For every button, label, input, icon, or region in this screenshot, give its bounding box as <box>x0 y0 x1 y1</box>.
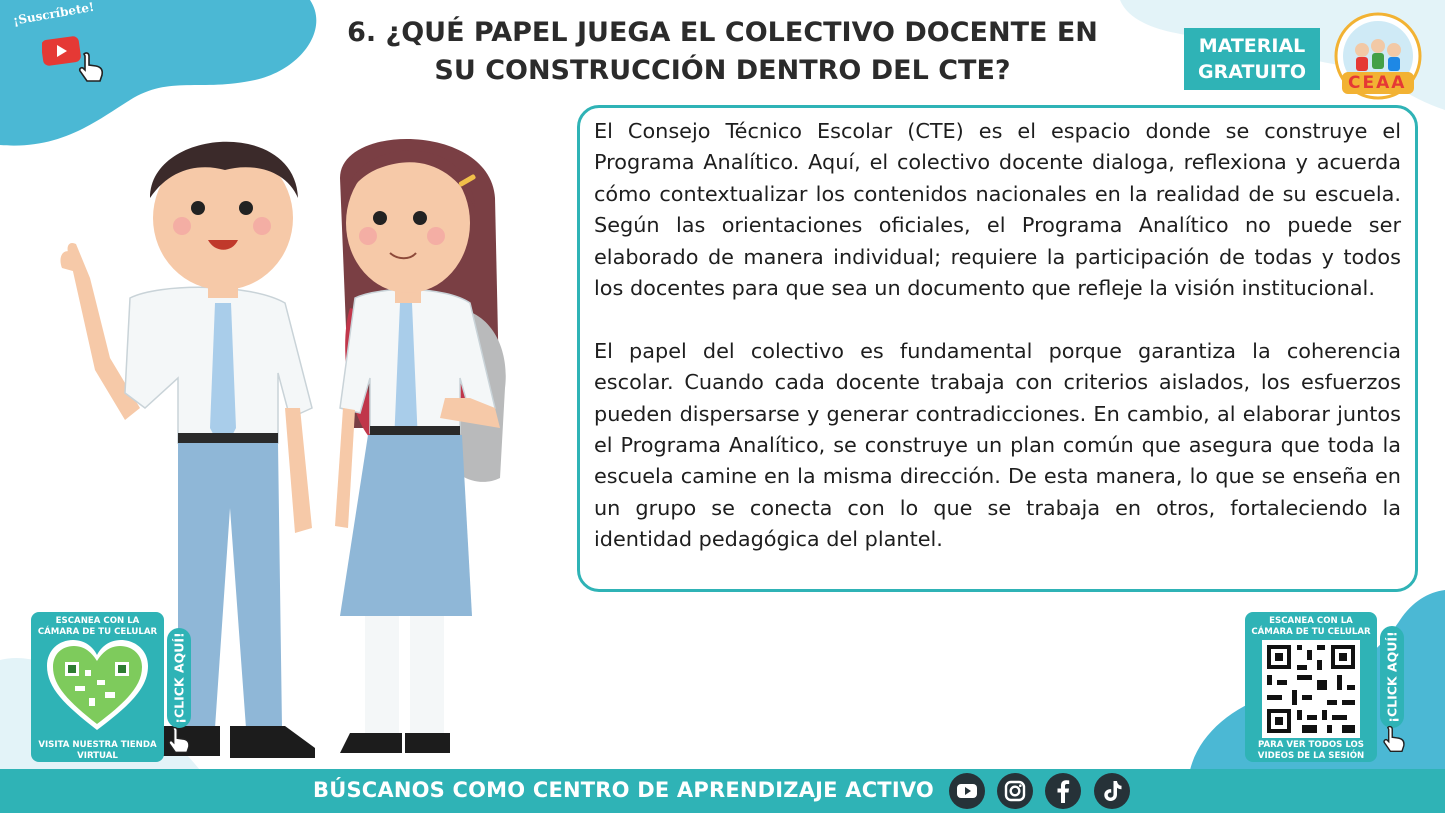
free-material-badge <box>1184 28 1320 90</box>
qr-code <box>1262 640 1360 738</box>
youtube-icon[interactable] <box>949 773 985 809</box>
qr-card-store[interactable] <box>31 612 164 762</box>
paragraph-2: El papel del colectivo es fundamental porque garantiza la coherencia escolar. Cuando cada docente trabaja con criterios aislados, los esfuerzos pueden dispersarse y generar contradicciones. En cambio, al elaborar juntos el Programa Analítico, se construye un plan común que asegura que toda la escuela camine en la misma dirección. De esta manera, lo que se enseña en un grupo se conecta con lo que se trabaja en otros, fortaleciendo la identidad pedagógica del plantel. <box>594 338 1401 552</box>
qr-left-top-line-2: CÁMARA DE TU CELULAR <box>37 627 158 637</box>
logo-text: CEAA <box>1348 73 1407 93</box>
qr-right-bottom-line-2: VIDEOS DE LA SESIÓN <box>1257 751 1365 761</box>
tiktok-icon[interactable] <box>1094 773 1130 809</box>
hand-cursor-icon <box>74 50 108 84</box>
ceaa-logo[interactable] <box>1332 12 1424 102</box>
page-title <box>340 14 1105 90</box>
click-here-right-label: ¡CLICK AQUÍ! <box>1384 631 1400 723</box>
qr-heart-code <box>45 640 150 732</box>
content-box <box>577 105 1418 592</box>
instagram-icon[interactable] <box>997 773 1033 809</box>
qr-card-videos[interactable] <box>1245 612 1377 762</box>
click-here-tab-right[interactable] <box>1380 626 1404 728</box>
footer-text: BÚSCANOS COMO CENTRO DE APRENDIZAJE ACTIVO <box>313 778 934 802</box>
footer-bar <box>0 769 1445 813</box>
subscribe-label: ¡Suscríbete! <box>12 0 96 28</box>
title-line-1: 6. ¿QUÉ PAPEL JUEGA EL COLECTIVO DOCENTE EN <box>347 17 1098 48</box>
qr-left-bottom-line-1: VISITA NUESTRA TIENDA <box>38 740 157 750</box>
qr-left-bottom-line-2: VIRTUAL <box>77 751 118 761</box>
qr-left-top-line-1: ESCANEA CON LA <box>55 616 140 626</box>
click-here-left-label: ¡CLICK AQUÍ! <box>171 632 187 724</box>
badge-line-2: GRATUITO <box>1197 61 1307 83</box>
click-here-tab-left[interactable] <box>167 628 191 728</box>
paragraph-1: El Consejo Técnico Escolar (CTE) es el espacio donde se construye el Programa Analítico. Aquí, el colectivo docente dialoga, reflexiona y acuerda cómo contextualizar los contenidos nacionales en la realidad de su escuela. Según las orientaciones oficiales, el Programa Analítico no puede ser elaborado de manera individual; requiere la participación de todas y todos los docentes para que sea un documento que refleje la visión institucional. <box>594 119 1401 301</box>
badge-line-1: MATERIAL <box>1198 35 1306 57</box>
hand-cursor-icon-right <box>1377 724 1411 754</box>
subscribe-sticker[interactable] <box>10 0 110 78</box>
hand-cursor-icon-left <box>162 725 196 755</box>
girl-figure <box>335 139 506 753</box>
facebook-icon[interactable] <box>1045 773 1081 809</box>
qr-right-bottom-line-1: PARA VER TODOS LOS <box>1257 740 1364 750</box>
qr-right-top-line-2: CÁMARA DE TU CELULAR <box>1251 627 1371 637</box>
qr-right-top-line-1: ESCANEA CON LA <box>1269 616 1353 626</box>
title-line-2: SU CONSTRUCCIÓN DENTRO DEL CTE? <box>434 55 1011 86</box>
